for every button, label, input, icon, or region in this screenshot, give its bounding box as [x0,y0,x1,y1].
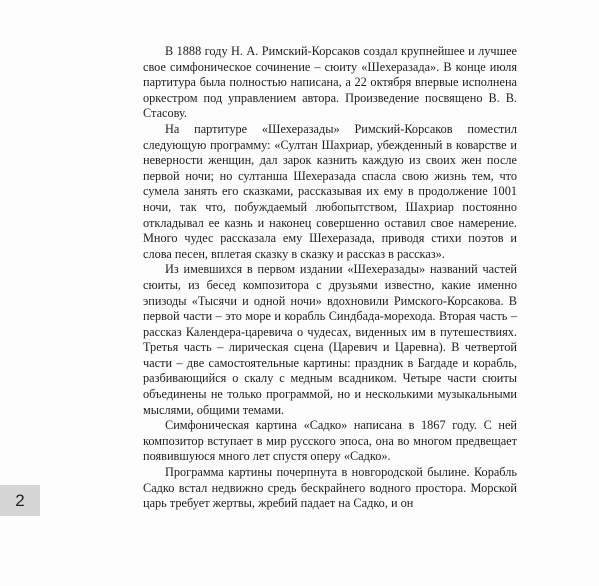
paragraph-scheherazade-program: На партитуре «Шехеразады» Римский-Корсаков поместил следующую программу: «Султан Шахриар, убежденный в коварстве и неверности женщин, дал зарок казнить каждую из своих жен после первой ночи; но султанша Шехеразада спасла свою жизнь тем, что сумела занять его сказками, рассказывая их ему в продолжение 1001 ночи, так что, побуждаемый любопытством, Шахриар постоянно откладывал ее казнь и наконец совершенно оставил свое намерение. Много чудес рассказала ему Шехеразада, приводя стихи поэтов и слова песен, вплетая сказку в сказку и рассказ в рассказ». [143,121,517,261]
paragraph-sadko-intro: Симфоническая картина «Садко» написана в 1867 году. С ней композитор вступает в мир русского эпоса, она во многом предвещает появившуюся много лет спустя оперу «Садко». [143,418,517,464]
paragraph-suite-parts: Из имевшихся в первом издании «Шехеразады» названий частей сюиты, из бесед композитора с друзьями известно, какие именно эпизоды «Тысячи и одной ночи» вдохновили Римского-Корсакова. В первой части – это море и корабль Синдбада-морехода. Вторая часть – рассказ Календера-царевича о чудесах, виденных им в путешествиях. Третья часть – лирическая сцена (Царевич и Царевна). В четвертой части – две самостоятельные картины: праздник в Багдаде и корабль, разбивающийся о скалу с медным всадником. Четыре части сюиты объединены не только программой, но и несколькими музыкальными мыслями, общими темами. [143,262,517,417]
page-number: 2 [15,490,25,510]
paragraph-scheherazade-intro: В 1888 году Н. А. Римский-Корсаков создал крупнейшее и лучшее свое симфоническое сочинение – сюиту «Шехеразада». В конце июля партитура была полностью написана, а 22 октября впервые исполнена оркестром под управлением автора. Произведение посвящено В. В. Стасову. [143,44,517,121]
page-number-tab [0,485,40,516]
paragraph-sadko-program: Программа картины почерпнута в новгородской былине. Корабль Садко встал недвижно средь бескрайнего водного простора. Морской царь требует жертвы, жребий падает на Садко, и он [143,465,517,511]
body-text [143,44,517,512]
